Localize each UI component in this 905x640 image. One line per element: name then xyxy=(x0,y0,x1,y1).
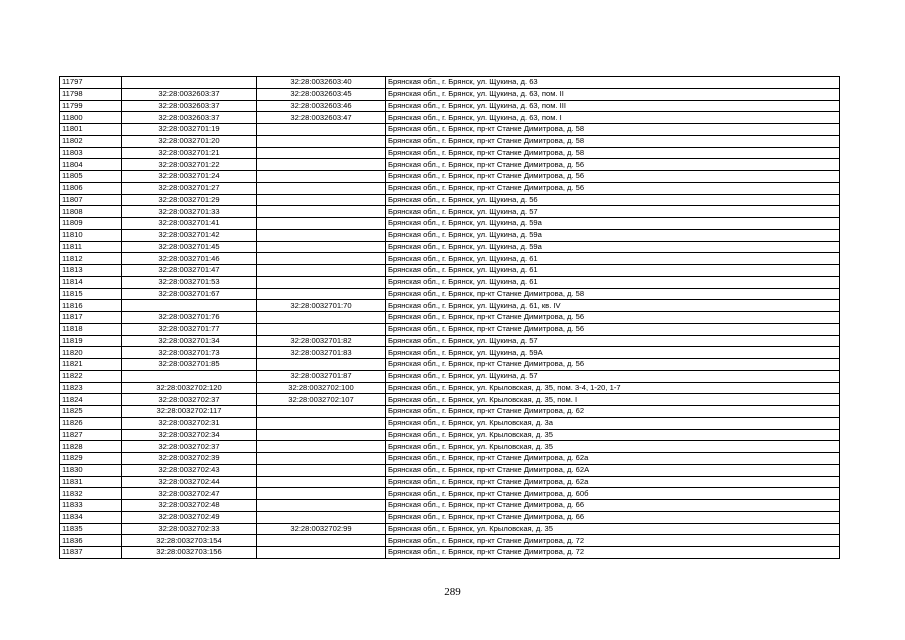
parcel-number-cell: 32:28:0032702:43 xyxy=(122,464,257,476)
table-row xyxy=(60,500,840,512)
table-row xyxy=(60,159,840,171)
parcel-number-cell: 32:28:0032603:37 xyxy=(122,112,257,124)
parcel-number-cell: 32:28:0032702:117 xyxy=(122,406,257,418)
row-number-cell: 11824 xyxy=(60,394,122,406)
object-number-cell: 32:28:0032603:40 xyxy=(257,77,386,89)
row-number-cell: 11819 xyxy=(60,335,122,347)
row-number-cell: 11805 xyxy=(60,171,122,183)
object-number-cell: 32:28:0032702:100 xyxy=(257,382,386,394)
object-number-cell xyxy=(257,312,386,324)
object-number-cell xyxy=(257,511,386,523)
table-row xyxy=(60,323,840,335)
parcel-number-cell: 32:28:0032701:77 xyxy=(122,323,257,335)
table-row xyxy=(60,406,840,418)
address-cell: Брянская обл., г. Брянск, пр-кт Станке Димитрова, д. 56 xyxy=(386,159,840,171)
table-row xyxy=(60,547,840,559)
parcel-number-cell xyxy=(122,370,257,382)
row-number-cell: 11832 xyxy=(60,488,122,500)
row-number-cell: 11818 xyxy=(60,323,122,335)
row-number-cell: 11813 xyxy=(60,265,122,277)
object-number-cell xyxy=(257,253,386,265)
row-number-cell: 11829 xyxy=(60,453,122,465)
object-number-cell xyxy=(257,135,386,147)
row-number-cell: 11799 xyxy=(60,100,122,112)
row-number-cell: 11827 xyxy=(60,429,122,441)
address-cell: Брянская обл., г. Брянск, ул. Щукина, д. 63, пом. III xyxy=(386,100,840,112)
registry-table-body xyxy=(60,77,840,559)
row-number-cell: 11821 xyxy=(60,359,122,371)
object-number-cell xyxy=(257,229,386,241)
table-row xyxy=(60,359,840,371)
table-row xyxy=(60,523,840,535)
address-cell: Брянская обл., г. Брянск, ул. Щукина, д. 59а xyxy=(386,218,840,230)
address-cell: Брянская обл., г. Брянск, ул. Щукина, д. 63, пом. I xyxy=(386,112,840,124)
page-number: 289 xyxy=(444,586,461,598)
address-cell: Брянская обл., г. Брянск, пр-кт Станке Димитрова, д. 66 xyxy=(386,511,840,523)
parcel-number-cell: 32:28:0032701:42 xyxy=(122,229,257,241)
object-number-cell xyxy=(257,406,386,418)
parcel-number-cell: 32:28:0032702:31 xyxy=(122,417,257,429)
address-cell: Брянская обл., г. Брянск, ул. Щукина, д. 57 xyxy=(386,206,840,218)
address-cell: Брянская обл., г. Брянск, ул. Щукина, д. 56 xyxy=(386,194,840,206)
address-cell: Брянская обл., г. Брянск, пр-кт Станке Димитрова, д. 72 xyxy=(386,535,840,547)
parcel-number-cell: 32:28:0032701:47 xyxy=(122,265,257,277)
object-number-cell: 32:28:0032701:82 xyxy=(257,335,386,347)
object-number-cell xyxy=(257,417,386,429)
parcel-number-cell: 32:28:0032702:33 xyxy=(122,523,257,535)
row-number-cell: 11822 xyxy=(60,370,122,382)
address-cell: Брянская обл., г. Брянск, ул. Щукина, д. 57 xyxy=(386,370,840,382)
address-cell: Брянская обл., г. Брянск, пр-кт Станке Димитрова, д. 58 xyxy=(386,124,840,136)
table-row xyxy=(60,300,840,312)
row-number-cell: 11812 xyxy=(60,253,122,265)
address-cell: Брянская обл., г. Брянск, пр-кт Станке Димитрова, д. 66 xyxy=(386,500,840,512)
address-cell: Брянская обл., г. Брянск, пр-кт Станке Димитрова, д. 56 xyxy=(386,171,840,183)
table-row xyxy=(60,206,840,218)
table-row xyxy=(60,335,840,347)
object-number-cell xyxy=(257,147,386,159)
parcel-number-cell: 32:28:0032701:85 xyxy=(122,359,257,371)
object-number-cell xyxy=(257,124,386,136)
parcel-number-cell: 32:28:0032701:22 xyxy=(122,159,257,171)
object-number-cell: 32:28:0032702:99 xyxy=(257,523,386,535)
table-row xyxy=(60,394,840,406)
object-number-cell xyxy=(257,359,386,371)
object-number-cell: 32:28:0032702:107 xyxy=(257,394,386,406)
object-number-cell xyxy=(257,500,386,512)
parcel-number-cell: 32:28:0032603:37 xyxy=(122,88,257,100)
row-number-cell: 11811 xyxy=(60,241,122,253)
table-row xyxy=(60,100,840,112)
address-cell: Брянская обл., г. Брянск, пр-кт Станке Димитрова, д. 58 xyxy=(386,135,840,147)
address-cell: Брянская обл., г. Брянск, пр-кт Станке Димитрова, д. 72 xyxy=(386,547,840,559)
parcel-number-cell: 32:28:0032701:29 xyxy=(122,194,257,206)
row-number-cell: 11807 xyxy=(60,194,122,206)
address-cell: Брянская обл., г. Брянск, ул. Крыловская, д. 35, пом. 3-4, 1-20, 1-7 xyxy=(386,382,840,394)
table-row xyxy=(60,124,840,136)
table-row xyxy=(60,77,840,89)
address-cell: Брянская обл., г. Брянск, пр-кт Станке Димитрова, д. 60б xyxy=(386,488,840,500)
address-cell: Брянская обл., г. Брянск, ул. Щукина, д. 63 xyxy=(386,77,840,89)
object-number-cell: 32:28:0032701:83 xyxy=(257,347,386,359)
table-row xyxy=(60,135,840,147)
object-number-cell xyxy=(257,288,386,300)
table-row xyxy=(60,511,840,523)
address-cell: Брянская обл., г. Брянск, пр-кт Станке Димитрова, д. 58 xyxy=(386,147,840,159)
table-row xyxy=(60,441,840,453)
address-cell: Брянская обл., г. Брянск, ул. Щукина, д. 61, кв. IV xyxy=(386,300,840,312)
table-row xyxy=(60,288,840,300)
row-number-cell: 11831 xyxy=(60,476,122,488)
parcel-number-cell: 32:28:0032701:27 xyxy=(122,182,257,194)
table-row xyxy=(60,147,840,159)
object-number-cell xyxy=(257,429,386,441)
object-number-cell xyxy=(257,182,386,194)
parcel-number-cell: 32:28:0032702:34 xyxy=(122,429,257,441)
address-cell: Брянская обл., г. Брянск, ул. Щукина, д. 61 xyxy=(386,276,840,288)
parcel-number-cell: 32:28:0032701:46 xyxy=(122,253,257,265)
table-row xyxy=(60,276,840,288)
row-number-cell: 11823 xyxy=(60,382,122,394)
object-number-cell xyxy=(257,171,386,183)
table-row xyxy=(60,312,840,324)
parcel-number-cell: 32:28:0032702:39 xyxy=(122,453,257,465)
parcel-number-cell: 32:28:0032702:49 xyxy=(122,511,257,523)
parcel-number-cell: 32:28:0032701:34 xyxy=(122,335,257,347)
row-number-cell: 11809 xyxy=(60,218,122,230)
address-cell: Брянская обл., г. Брянск, ул. Щукина, д. 63, пом. II xyxy=(386,88,840,100)
address-cell: Брянская обл., г. Брянск, пр-кт Станке Димитрова, д. 62а xyxy=(386,453,840,465)
table-row xyxy=(60,194,840,206)
parcel-number-cell: 32:28:0032701:33 xyxy=(122,206,257,218)
row-number-cell: 11815 xyxy=(60,288,122,300)
parcel-number-cell: 32:28:0032702:37 xyxy=(122,394,257,406)
object-number-cell: 32:28:0032603:47 xyxy=(257,112,386,124)
parcel-number-cell: 32:28:0032701:67 xyxy=(122,288,257,300)
table-row xyxy=(60,429,840,441)
parcel-number-cell: 32:28:0032702:44 xyxy=(122,476,257,488)
table-row xyxy=(60,112,840,124)
parcel-number-cell: 32:28:0032701:20 xyxy=(122,135,257,147)
table-row xyxy=(60,347,840,359)
parcel-number-cell xyxy=(122,77,257,89)
object-number-cell xyxy=(257,276,386,288)
address-cell: Брянская обл., г. Брянск, пр-кт Станке Димитрова, д. 58 xyxy=(386,288,840,300)
parcel-number-cell: 32:28:0032701:76 xyxy=(122,312,257,324)
table-row xyxy=(60,218,840,230)
row-number-cell: 11806 xyxy=(60,182,122,194)
table-row xyxy=(60,417,840,429)
object-number-cell xyxy=(257,194,386,206)
object-number-cell: 32:28:0032701:70 xyxy=(257,300,386,312)
table-row xyxy=(60,229,840,241)
object-number-cell xyxy=(257,547,386,559)
row-number-cell: 11816 xyxy=(60,300,122,312)
address-cell: Брянская обл., г. Брянск, пр-кт Станке Димитрова, д. 56 xyxy=(386,359,840,371)
row-number-cell: 11834 xyxy=(60,511,122,523)
parcel-number-cell: 32:28:0032702:47 xyxy=(122,488,257,500)
address-cell: Брянская обл., г. Брянск, ул. Щукина, д. 59а xyxy=(386,229,840,241)
object-number-cell xyxy=(257,218,386,230)
address-cell: Брянская обл., г. Брянск, пр-кт Станке Димитрова, д. 62А xyxy=(386,464,840,476)
parcel-number-cell: 32:28:0032702:120 xyxy=(122,382,257,394)
parcel-number-cell: 32:28:0032701:73 xyxy=(122,347,257,359)
table-row xyxy=(60,171,840,183)
address-cell: Брянская обл., г. Брянск, пр-кт Станке Димитрова, д. 62а xyxy=(386,476,840,488)
registry-table xyxy=(59,76,840,559)
address-cell: Брянская обл., г. Брянск, ул. Крыловская, д. 35, пом. I xyxy=(386,394,840,406)
address-cell: Брянская обл., г. Брянск, пр-кт Станке Димитрова, д. 56 xyxy=(386,323,840,335)
address-cell: Брянская обл., г. Брянск, ул. Крыловская, д. 3а xyxy=(386,417,840,429)
object-number-cell xyxy=(257,323,386,335)
address-cell: Брянская обл., г. Брянск, пр-кт Станке Димитрова, д. 62 xyxy=(386,406,840,418)
address-cell: Брянская обл., г. Брянск, ул. Крыловская, д. 35 xyxy=(386,523,840,535)
row-number-cell: 11828 xyxy=(60,441,122,453)
row-number-cell: 11837 xyxy=(60,547,122,559)
row-number-cell: 11810 xyxy=(60,229,122,241)
parcel-number-cell: 32:28:0032701:41 xyxy=(122,218,257,230)
address-cell: Брянская обл., г. Брянск, ул. Щукина, д. 59А xyxy=(386,347,840,359)
object-number-cell xyxy=(257,488,386,500)
object-number-cell xyxy=(257,535,386,547)
row-number-cell: 11802 xyxy=(60,135,122,147)
address-cell: Брянская обл., г. Брянск, пр-кт Станке Димитрова, д. 56 xyxy=(386,312,840,324)
row-number-cell: 11820 xyxy=(60,347,122,359)
object-number-cell: 32:28:0032603:46 xyxy=(257,100,386,112)
address-cell: Брянская обл., г. Брянск, ул. Щукина, д. 61 xyxy=(386,265,840,277)
object-number-cell xyxy=(257,265,386,277)
table-row xyxy=(60,382,840,394)
row-number-cell: 11801 xyxy=(60,124,122,136)
row-number-cell: 11814 xyxy=(60,276,122,288)
object-number-cell xyxy=(257,241,386,253)
row-number-cell: 11836 xyxy=(60,535,122,547)
row-number-cell: 11797 xyxy=(60,77,122,89)
row-number-cell: 11830 xyxy=(60,464,122,476)
object-number-cell xyxy=(257,453,386,465)
object-number-cell xyxy=(257,464,386,476)
row-number-cell: 11804 xyxy=(60,159,122,171)
table-row xyxy=(60,535,840,547)
parcel-number-cell: 32:28:0032703:154 xyxy=(122,535,257,547)
table-row xyxy=(60,182,840,194)
object-number-cell xyxy=(257,441,386,453)
parcel-number-cell: 32:28:0032702:37 xyxy=(122,441,257,453)
row-number-cell: 11808 xyxy=(60,206,122,218)
table-row xyxy=(60,476,840,488)
table-row xyxy=(60,370,840,382)
parcel-number-cell: 32:28:0032703:156 xyxy=(122,547,257,559)
address-cell: Брянская обл., г. Брянск, ул. Щукина, д. 57 xyxy=(386,335,840,347)
address-cell: Брянская обл., г. Брянск, ул. Щукина, д. 61 xyxy=(386,253,840,265)
parcel-number-cell xyxy=(122,300,257,312)
parcel-number-cell: 32:28:0032701:21 xyxy=(122,147,257,159)
parcel-number-cell: 32:28:0032701:53 xyxy=(122,276,257,288)
table-row xyxy=(60,88,840,100)
address-cell: Брянская обл., г. Брянск, пр-кт Станке Димитрова, д. 56 xyxy=(386,182,840,194)
row-number-cell: 11800 xyxy=(60,112,122,124)
object-number-cell xyxy=(257,206,386,218)
row-number-cell: 11825 xyxy=(60,406,122,418)
table-row xyxy=(60,488,840,500)
object-number-cell xyxy=(257,476,386,488)
parcel-number-cell: 32:28:0032701:45 xyxy=(122,241,257,253)
row-number-cell: 11826 xyxy=(60,417,122,429)
address-cell: Брянская обл., г. Брянск, ул. Крыловская, д. 35 xyxy=(386,441,840,453)
row-number-cell: 11835 xyxy=(60,523,122,535)
parcel-number-cell: 32:28:0032603:37 xyxy=(122,100,257,112)
parcel-number-cell: 32:28:0032702:48 xyxy=(122,500,257,512)
parcel-number-cell: 32:28:0032701:24 xyxy=(122,171,257,183)
row-number-cell: 11817 xyxy=(60,312,122,324)
address-cell: Брянская обл., г. Брянск, ул. Щукина, д. 59а xyxy=(386,241,840,253)
table-row xyxy=(60,265,840,277)
object-number-cell: 32:28:0032603:45 xyxy=(257,88,386,100)
row-number-cell: 11798 xyxy=(60,88,122,100)
object-number-cell: 32:28:0032701:87 xyxy=(257,370,386,382)
object-number-cell xyxy=(257,159,386,171)
address-cell: Брянская обл., г. Брянск, ул. Крыловская, д. 35 xyxy=(386,429,840,441)
table-row xyxy=(60,253,840,265)
row-number-cell: 11803 xyxy=(60,147,122,159)
table-row xyxy=(60,464,840,476)
row-number-cell: 11833 xyxy=(60,500,122,512)
table-row xyxy=(60,453,840,465)
table-row xyxy=(60,241,840,253)
parcel-number-cell: 32:28:0032701:19 xyxy=(122,124,257,136)
